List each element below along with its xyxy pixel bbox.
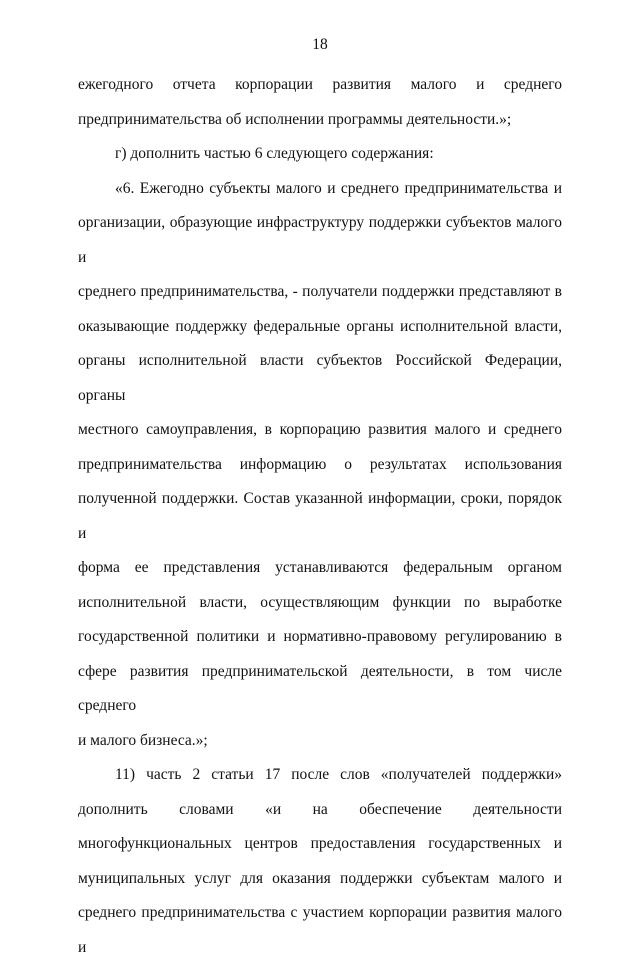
text-line-2: предпринимательства об исполнении программы деятельности.»; xyxy=(78,110,512,128)
text-line-17: 11) часть 2 статьи 17 после слов «получателей поддержки» xyxy=(115,766,562,783)
text-line-14: государственной политики и нормативно-правовому регулированию в xyxy=(78,628,562,645)
page-number: 18 xyxy=(312,36,328,53)
text-line-9: местного самоуправления, в корпорацию развития малого и среднего xyxy=(78,421,562,438)
text-line-8: органы исполнительной власти субъектов Российской Федерации, органы xyxy=(78,352,562,404)
text-line-6: среднего предпринимательства, - получатели поддержки представляют в xyxy=(78,283,562,300)
text-line-12: форма ее представления устанавливаются федеральным органом xyxy=(78,559,562,576)
text-line-20: муниципальных услуг для оказания поддержки субъектам малого и xyxy=(78,869,562,887)
text-line-11: полученной поддержки. Состав указанной информации, сроки, порядок и xyxy=(78,490,562,542)
document-body xyxy=(78,68,562,965)
text-line-10: предпринимательства информацию о результатах использования xyxy=(78,455,562,473)
text-line-15: сфере развития предпринимательской деятельности, в том числе среднего xyxy=(78,662,562,714)
text-line-21: среднего предпринимательства с участием корпорации развития малого и xyxy=(78,904,562,956)
text-line-19: многофункциональных центров предоставления государственных и xyxy=(78,835,562,852)
text-line-1: ежегодного отчета корпорации развития малого и среднего xyxy=(78,76,562,93)
text-line-7: оказывающие поддержку федеральные органы исполнительной власти, xyxy=(78,317,562,335)
text-line-4: «6. Ежегодно субъекты малого и среднего предпринимательства и xyxy=(115,179,562,197)
text-line-5: организации, образующие инфраструктуру поддержки субъектов малого и xyxy=(78,214,562,266)
text-line-16: и малого бизнеса.»; xyxy=(78,731,208,749)
text-line-18: дополнить словами «и на обеспечение деятельности xyxy=(78,800,562,818)
text-line-13: исполнительной власти, осуществляющим функции по выработке xyxy=(78,593,562,611)
text-line-3: г) дополнить частью 6 следующего содержания: xyxy=(115,145,434,162)
